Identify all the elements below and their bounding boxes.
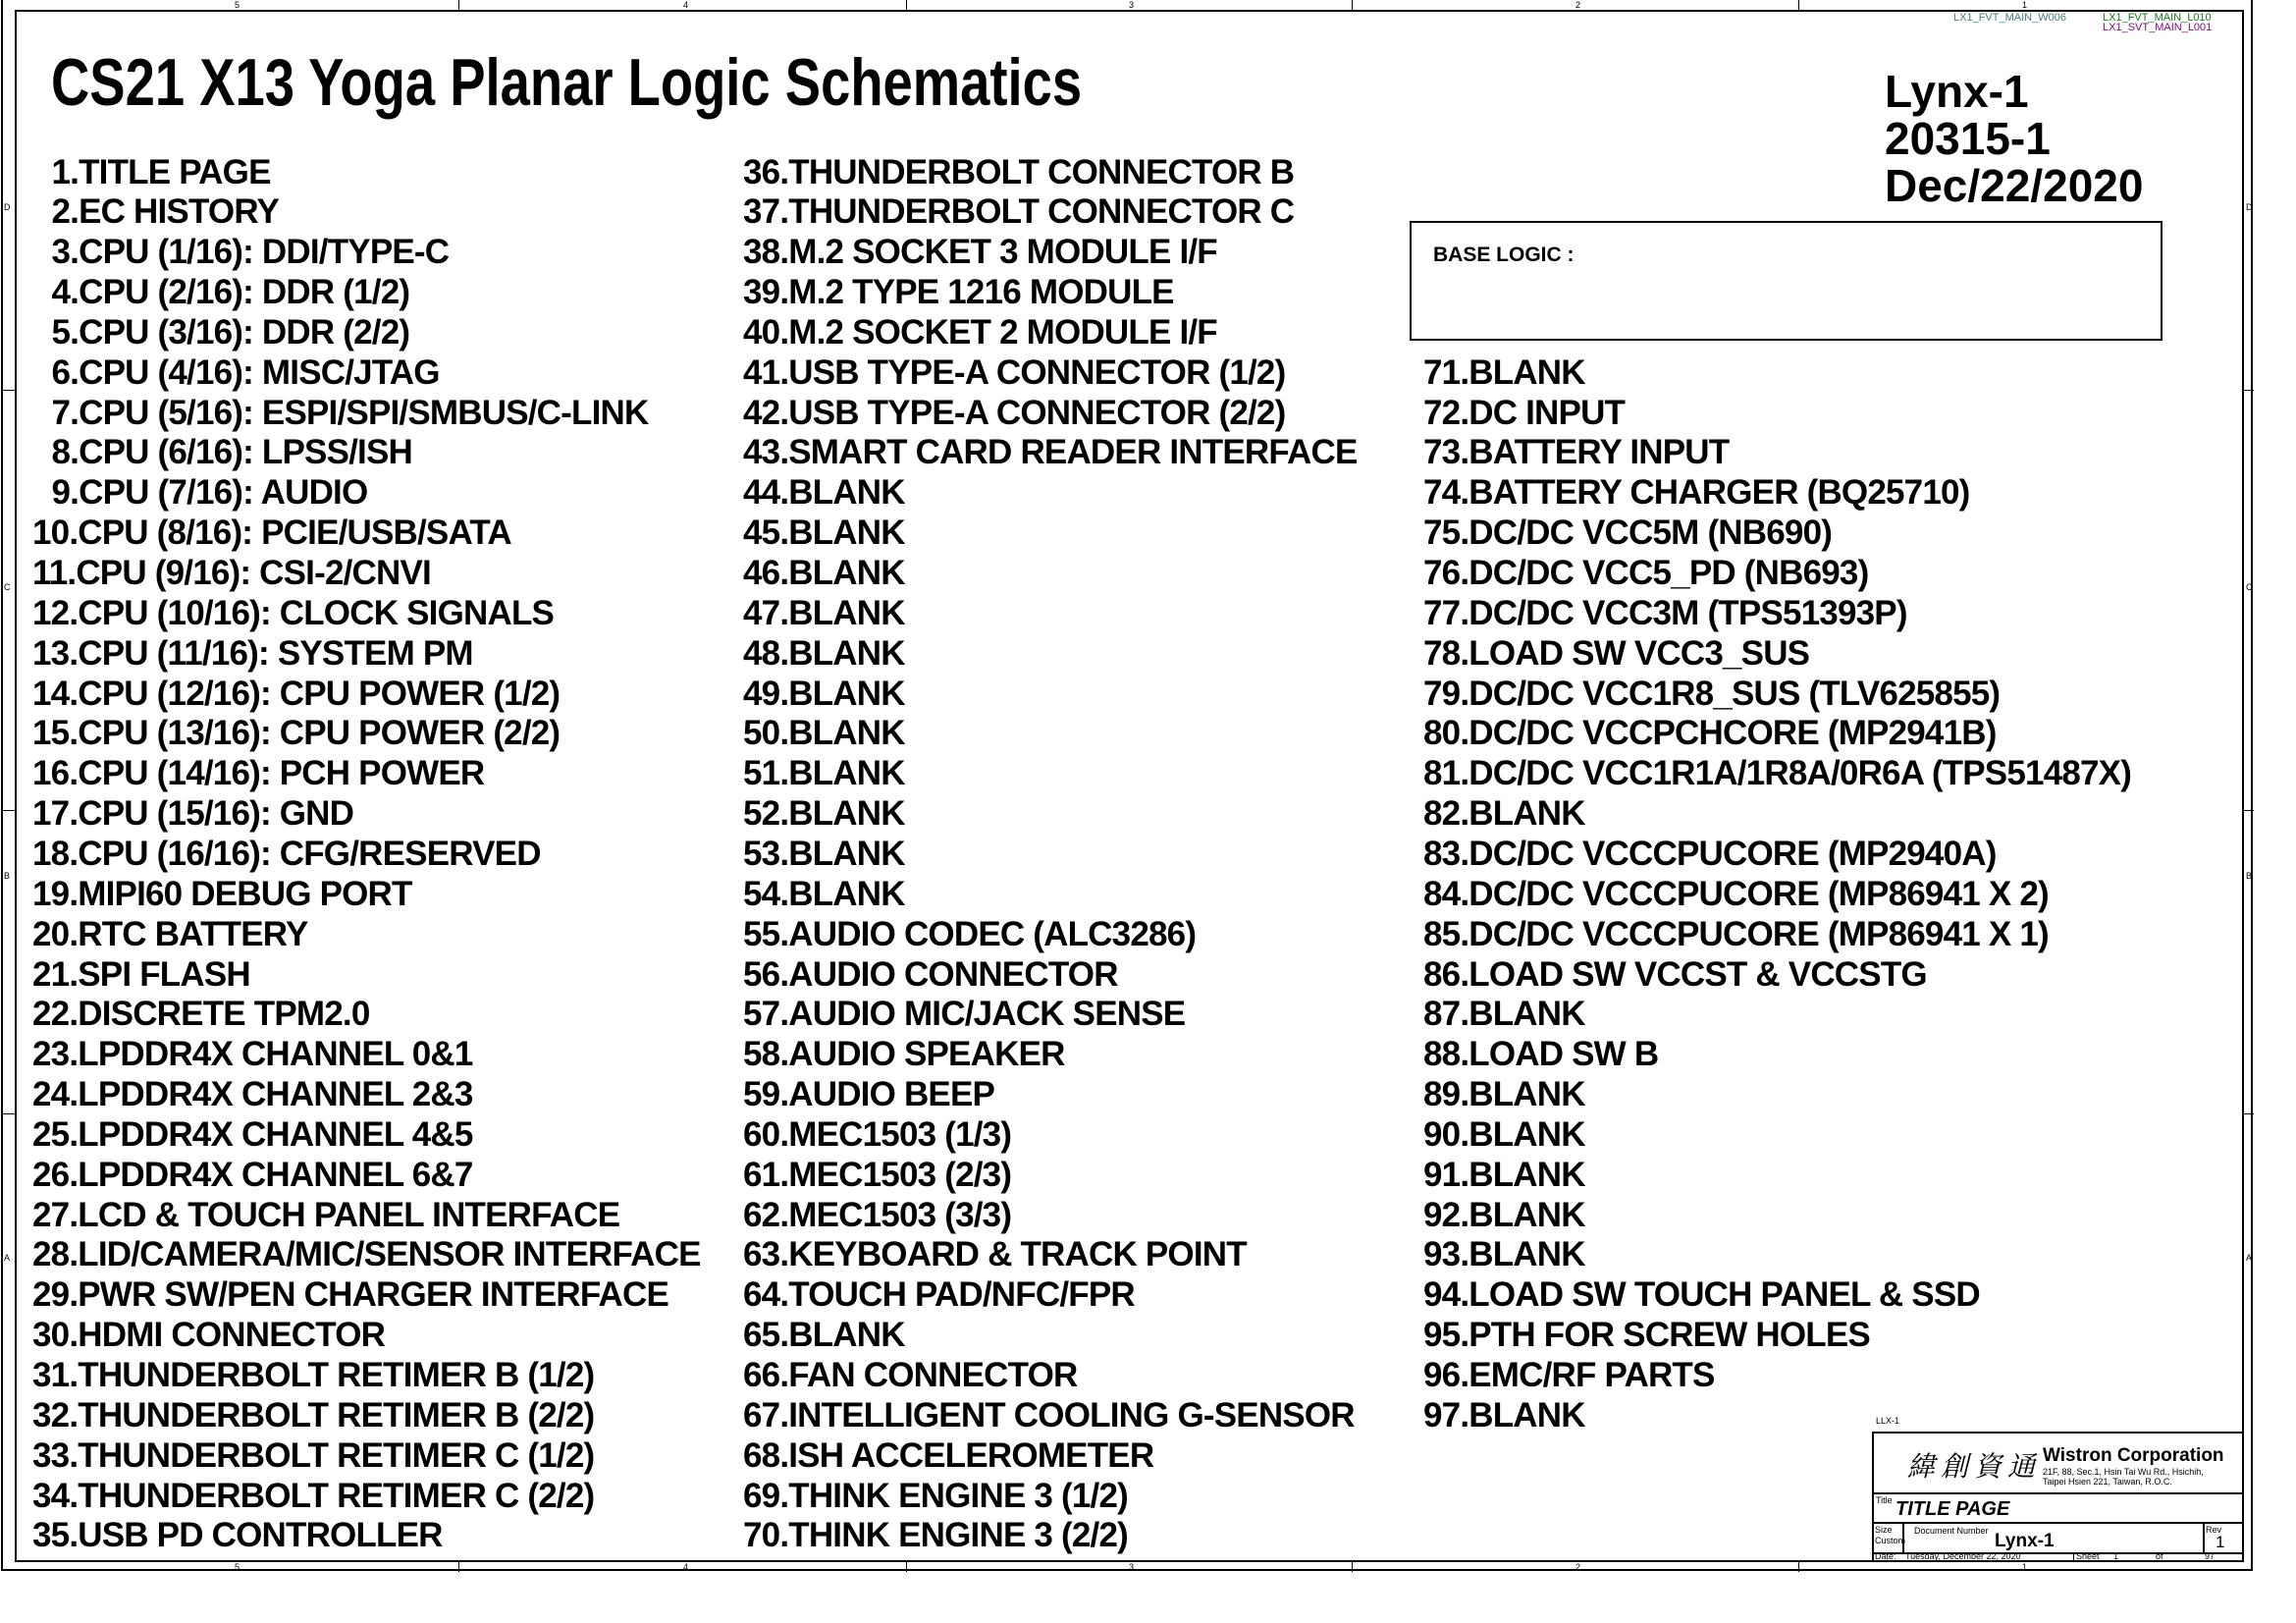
index-entry: 92.BLANK: [1423, 1195, 1585, 1234]
zone-label-bottom: 3: [1129, 1562, 1135, 1572]
rev-label: Rev: [2206, 1525, 2222, 1535]
index-entry: 65.BLANK: [743, 1316, 905, 1355]
index-entry: 66.FAN CONNECTOR: [743, 1356, 1078, 1394]
title-block: [1872, 1432, 2244, 1562]
zone-label-right: A: [2246, 1253, 2253, 1263]
index-entry: 45.BLANK: [743, 514, 905, 553]
zone-label-left: C: [4, 582, 11, 592]
index-entry: 95.PTH FOR SCREW HOLES: [1423, 1316, 1870, 1355]
revision-tag-fvt-l010: LX1_FVT_MAIN_L010: [2103, 12, 2212, 24]
base-logic-label: BASE LOGIC :: [1433, 243, 1575, 266]
project-name: Lynx-1: [1885, 66, 2029, 117]
index-entry: 96.EMC/RF PARTS: [1423, 1356, 1715, 1394]
rev-value: 1: [2216, 1533, 2225, 1551]
index-entry: 35.USB PD CONTROLLER: [32, 1516, 443, 1555]
document-number-label: Document Number: [1914, 1526, 1989, 1536]
index-entry: 60.MEC1503 (1/3): [743, 1114, 1012, 1154]
index-entry: 8.CPU (6/16): LPSS/ISH: [51, 433, 413, 472]
index-entry: 29.PWR SW/PEN CHARGER INTERFACE: [32, 1275, 669, 1315]
project-info: [1885, 68, 2143, 209]
index-entry: 22.DISCRETE TPM2.0: [32, 995, 370, 1034]
index-entry: 37.THUNDERBOLT CONNECTOR C: [743, 192, 1295, 232]
index-entry: 4.CPU (2/16): DDR (1/2): [51, 273, 410, 312]
index-entry: 25.LPDDR4X CHANNEL 4&5: [32, 1114, 473, 1154]
zone-label-right: B: [2246, 871, 2253, 881]
index-entry: 13.CPU (11/16): SYSTEM PM: [32, 633, 473, 673]
index-entry: 47.BLANK: [743, 593, 905, 632]
zone-label-bottom: 4: [683, 1562, 689, 1572]
sheet-label: Sheet: [2076, 1551, 2100, 1561]
index-entry: 11.CPU (9/16): CSI-2/CNVI: [32, 554, 431, 592]
index-entry: 53.BLANK: [743, 834, 905, 873]
index-entry: 27.LCD & TOUCH PANEL INTERFACE: [32, 1195, 620, 1234]
index-entry: 68.ISH ACCELEROMETER: [743, 1435, 1154, 1475]
index-entry: 58.AUDIO SPEAKER: [743, 1035, 1065, 1074]
index-entry: 16.CPU (14/16): PCH POWER: [32, 754, 485, 793]
size-label: Size: [1875, 1525, 1893, 1535]
zone-label-top: 3: [1129, 0, 1135, 10]
index-entry: 90.BLANK: [1423, 1114, 1585, 1154]
zone-label-right: D: [2246, 202, 2253, 212]
index-entry: 17.CPU (15/16): GND: [32, 794, 354, 834]
project-number: 20315-1: [1885, 113, 2051, 164]
of-label: of: [2156, 1551, 2163, 1561]
zone-divider-bottom: [1352, 1562, 1353, 1572]
index-entry: 15.CPU (13/16): CPU POWER (2/2): [32, 714, 561, 753]
index-entry: 31.THUNDERBOLT RETIMER B (1/2): [32, 1356, 595, 1394]
zone-divider-top: [906, 0, 907, 10]
index-entry: 78.LOAD SW VCC3_SUS: [1423, 633, 1810, 673]
zone-label-bottom: 2: [1575, 1562, 1581, 1572]
index-entry: 72.DC INPUT: [1423, 393, 1626, 432]
company-name: Wistron Corporation: [2043, 1445, 2224, 1466]
index-entry: 23.LPDDR4X CHANNEL 0&1: [32, 1035, 473, 1074]
zone-label-top: 2: [1575, 0, 1581, 10]
zone-divider-top: [458, 0, 459, 10]
zone-divider-right: [2244, 1113, 2254, 1114]
total-sheets: 97: [2205, 1551, 2216, 1561]
document-title: CS21 X13 Yoga Planar Logic Schematics: [51, 45, 1083, 120]
index-entry: 67.INTELLIGENT COOLING G-SENSOR: [743, 1395, 1355, 1434]
index-entry: 30.HDMI CONNECTOR: [32, 1316, 386, 1355]
zone-label-top: 5: [235, 0, 240, 10]
index-entry: 57.AUDIO MIC/JACK SENSE: [743, 995, 1186, 1034]
index-entry: 81.DC/DC VCC1R1A/1R8A/0R6A (TPS51487X): [1423, 754, 2132, 793]
index-entry: 43.SMART CARD READER INTERFACE: [743, 433, 1358, 472]
zone-label-bottom: 5: [235, 1562, 240, 1572]
index-entry: 49.BLANK: [743, 674, 905, 713]
index-entry: 94.LOAD SW TOUCH PANEL & SSD: [1423, 1275, 1980, 1315]
index-entry: 59.AUDIO BEEP: [743, 1075, 995, 1114]
document-number: Lynx-1: [1995, 1531, 2055, 1551]
index-entry: 82.BLANK: [1423, 794, 1585, 834]
title-label: Title: [1876, 1495, 1893, 1505]
index-entry: 46.BLANK: [743, 554, 905, 592]
index-entry: 64.TOUCH PAD/NFC/FPR: [743, 1275, 1135, 1315]
zone-label-left: A: [4, 1253, 11, 1263]
zone-divider-bottom: [458, 1562, 459, 1572]
index-entry: 73.BATTERY INPUT: [1423, 433, 1730, 472]
index-entry: 42.USB TYPE-A CONNECTOR (2/2): [743, 393, 1286, 432]
zone-label-top: 1: [2022, 0, 2028, 10]
index-entry: 88.LOAD SW B: [1423, 1035, 1659, 1074]
document-row: [1874, 1524, 2242, 1554]
index-entry: 76.DC/DC VCC5_PD (NB693): [1423, 554, 1869, 592]
index-entry: 80.DC/DC VCCPCHCORE (MP2941B): [1423, 714, 1997, 753]
revision-tag-w006: LX1_FVT_MAIN_W006: [1953, 12, 2066, 24]
index-entry: 84.DC/DC VCCCPUCORE (MP86941 X 2): [1423, 874, 2049, 913]
index-entry: 20.RTC BATTERY: [32, 914, 308, 953]
index-entry: 9.CPU (7/16): AUDIO: [51, 473, 368, 513]
zone-divider-right: [2244, 810, 2254, 811]
date-row: [1874, 1551, 2242, 1562]
index-entry: 79.DC/DC VCC1R8_SUS (TLV625855): [1423, 674, 2001, 713]
index-entry: 33.THUNDERBOLT RETIMER C (1/2): [32, 1435, 595, 1475]
index-entry: 12.CPU (10/16): CLOCK SIGNALS: [32, 593, 555, 632]
index-entry: 77.DC/DC VCC3M (TPS51393P): [1423, 593, 1907, 632]
index-entry: 54.BLANK: [743, 874, 905, 913]
index-entry: 40.M.2 SOCKET 2 MODULE I/F: [743, 312, 1217, 352]
index-entry: 55.AUDIO CODEC (ALC3286): [743, 914, 1197, 953]
index-entry: 18.CPU (16/16): CFG/RESERVED: [32, 834, 541, 873]
index-entry: 75.DC/DC VCC5M (NB690): [1423, 514, 1833, 553]
index-entry: 83.DC/DC VCCCPUCORE (MP2940A): [1423, 834, 1997, 873]
zone-label-right: C: [2246, 582, 2253, 592]
index-entry: 85.DC/DC VCCCPUCORE (MP86941 X 1): [1423, 914, 2049, 953]
index-entry: 93.BLANK: [1423, 1235, 1585, 1274]
zone-label-top: 4: [683, 0, 689, 10]
zone-divider-bottom: [1798, 1562, 1799, 1572]
index-entry: 48.BLANK: [743, 633, 905, 673]
index-entry: 62.MEC1503 (3/3): [743, 1195, 1012, 1234]
zone-divider-left: [1, 390, 15, 391]
index-entry: 52.BLANK: [743, 794, 905, 834]
base-logic-box: [1410, 221, 2163, 341]
company-row: [1874, 1434, 2242, 1494]
company-address-line1: 21F, 88, Sec.1, Hsin Tai Wu Rd., Hsichih,: [2043, 1467, 2204, 1477]
company-address-line2: Taipei Hsien 221, Taiwan, R.O.C.: [2043, 1477, 2172, 1487]
index-entry: 2.EC HISTORY: [51, 192, 280, 232]
index-entry: 32.THUNDERBOLT RETIMER B (2/2): [32, 1395, 595, 1434]
index-entry: 41.USB TYPE-A CONNECTOR (1/2): [743, 352, 1286, 392]
project-date: Dec/22/2020: [1885, 160, 2144, 211]
index-entry: 19.MIPI60 DEBUG PORT: [32, 874, 412, 913]
index-entry: 50.BLANK: [743, 714, 905, 753]
index-entry: 89.BLANK: [1423, 1075, 1585, 1114]
zone-divider-top: [1352, 0, 1353, 10]
index-entry: 61.MEC1503 (2/3): [743, 1155, 1012, 1194]
zone-divider-right: [2244, 390, 2254, 391]
index-entry: 86.LOAD SW VCCST & VCCSTG: [1423, 954, 1927, 994]
index-entry: 51.BLANK: [743, 754, 905, 793]
company-logo: 緯創資通: [1907, 1450, 2042, 1483]
date-label: Date:: [1875, 1551, 1896, 1561]
index-entry: 38.M.2 SOCKET 3 MODULE I/F: [743, 233, 1217, 272]
index-entry: 5.CPU (3/16): DDR (2/2): [51, 312, 410, 352]
index-entry: 69.THINK ENGINE 3 (1/2): [743, 1476, 1128, 1515]
index-entry: 44.BLANK: [743, 473, 905, 513]
index-entry: 26.LPDDR4X CHANNEL 6&7: [32, 1155, 473, 1194]
index-entry: 24.LPDDR4X CHANNEL 2&3: [32, 1075, 473, 1114]
index-entry: 6.CPU (4/16): MISC/JTAG: [51, 352, 440, 392]
index-entry: 91.BLANK: [1423, 1155, 1585, 1194]
divider: [2203, 1524, 2205, 1552]
index-entry: 39.M.2 TYPE 1216 MODULE: [743, 273, 1174, 312]
index-entry: 1.TITLE PAGE: [51, 152, 271, 191]
index-entry: 14.CPU (12/16): CPU POWER (1/2): [32, 674, 561, 713]
sheet-tag: LLX-1: [1876, 1416, 1900, 1426]
index-entry: 34.THUNDERBOLT RETIMER C (2/2): [32, 1476, 595, 1515]
index-entry: 7.CPU (5/16): ESPI/SPI/SMBUS/C-LINK: [51, 393, 649, 432]
index-entry: 28.LID/CAMERA/MIC/SENSOR INTERFACE: [32, 1235, 701, 1274]
zone-label-left: B: [4, 871, 11, 881]
zone-divider-left: [1, 1113, 15, 1114]
index-entry: 21.SPI FLASH: [32, 954, 250, 994]
index-entry: 74.BATTERY CHARGER (BQ25710): [1423, 473, 1970, 513]
zone-label-left: D: [4, 202, 11, 212]
index-entry: 71.BLANK: [1423, 352, 1585, 392]
title-row: [1874, 1494, 2242, 1524]
index-entry: 3.CPU (1/16): DDI/TYPE-C: [51, 233, 450, 272]
date-value: Tuesday, December 22, 2020: [1905, 1551, 2021, 1561]
sheet-number: 1: [2113, 1551, 2119, 1561]
index-entry: 10.CPU (8/16): PCIE/USB/SATA: [32, 514, 511, 553]
index-entry: 70.THINK ENGINE 3 (2/2): [743, 1516, 1128, 1555]
zone-divider-top: [1798, 0, 1799, 10]
revision-tag-svt-l001: LX1_SVT_MAIN_L001: [2103, 22, 2213, 33]
zone-divider-bottom: [906, 1562, 907, 1572]
index-entry: 36.THUNDERBOLT CONNECTOR B: [743, 152, 1295, 191]
index-entry: 63.KEYBOARD & TRACK POINT: [743, 1235, 1247, 1274]
divider: [2073, 1552, 2074, 1562]
index-entry: 97.BLANK: [1423, 1395, 1585, 1434]
index-entry: 87.BLANK: [1423, 995, 1585, 1034]
size-value: Custom: [1875, 1536, 1906, 1545]
index-entry: 56.AUDIO CONNECTOR: [743, 954, 1118, 994]
sheet-title: TITLE PAGE: [1896, 1498, 2010, 1520]
zone-label-bottom: 1: [2022, 1562, 2028, 1572]
zone-divider-left: [1, 810, 15, 811]
